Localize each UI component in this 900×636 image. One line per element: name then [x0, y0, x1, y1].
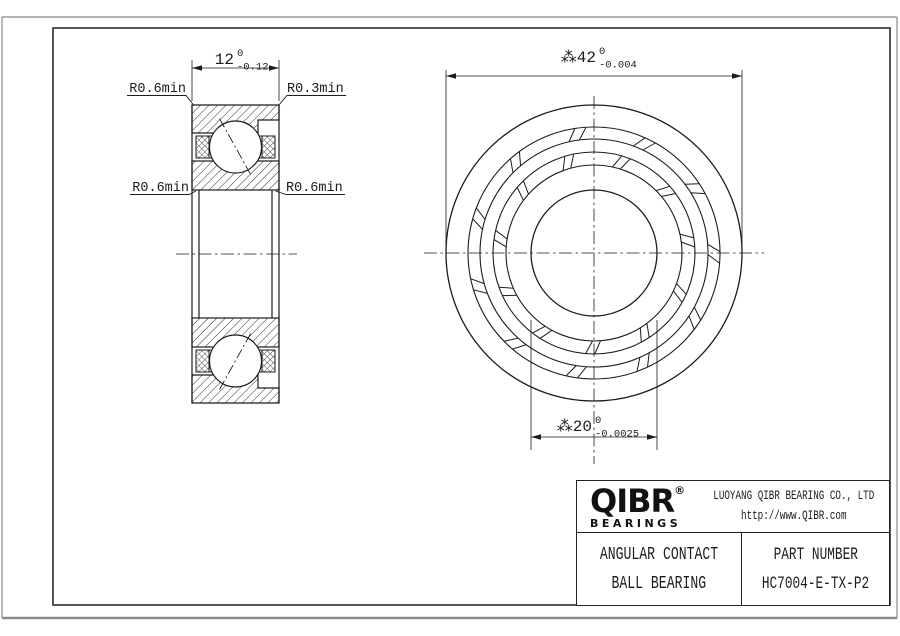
- cage-bridge-line: [647, 323, 649, 337]
- logo-subtext: BEARINGS: [590, 517, 682, 530]
- cage-bridge-line: [496, 230, 508, 239]
- cage-bridge-line: [504, 338, 518, 341]
- title-block-header-row: [577, 481, 889, 533]
- cage-bridge-line: [586, 341, 593, 354]
- arrowhead: [446, 73, 456, 79]
- cage-bridge-line: [691, 193, 705, 194]
- cage-bridge-line: [563, 156, 565, 170]
- cage-bridge-line: [517, 187, 523, 200]
- width-dimension: [192, 48, 279, 101]
- cage-bridge-line: [708, 244, 720, 251]
- cage-bridge-line: [566, 366, 576, 376]
- cage-bridge-line: [637, 357, 640, 371]
- cage-bridge-line: [577, 367, 586, 378]
- cage-bridge-line: [499, 287, 513, 288]
- od-dim-tol-lower: -0.004: [599, 59, 637, 72]
- cage-bridge-line: [494, 239, 506, 247]
- cage-bridge-line: [648, 353, 650, 367]
- logo-text: QIBR: [590, 482, 675, 520]
- width-dim-value: 12: [214, 51, 234, 69]
- arrowhead: [732, 73, 742, 79]
- radius-label-mid-right: R0.6min: [286, 181, 343, 196]
- bore-dim-tol-upper: 0: [595, 415, 602, 427]
- arrowhead: [647, 434, 657, 440]
- cage-bridge-line: [471, 279, 485, 284]
- product-description: [577, 533, 742, 606]
- product-line2: BALL BEARING: [611, 574, 707, 594]
- width-dim-tol-lower: -0.12: [237, 61, 269, 74]
- cage-bridge-line: [689, 316, 694, 329]
- cage-bridge-line: [579, 127, 586, 140]
- cage-bridge-line: [673, 291, 682, 303]
- cage-bridge-line: [473, 219, 483, 230]
- arrowhead: [192, 65, 202, 71]
- cage-bridge-line: [656, 186, 670, 190]
- cage-bridge-line: [633, 138, 645, 146]
- cage-bridge-line: [571, 154, 574, 168]
- cage-bridge-line: [513, 345, 527, 350]
- od-dim-value: ⁂42: [560, 49, 596, 67]
- cage-bridge-line: [476, 208, 485, 220]
- title-block-body-row: [577, 533, 889, 606]
- radius-label-top-right: R0.3min: [287, 82, 344, 97]
- arrowhead: [531, 434, 541, 440]
- section-view: [127, 48, 346, 403]
- cage-bridge-line: [640, 328, 641, 342]
- cage-bridge-line: [694, 307, 700, 320]
- part-number-cell: [742, 533, 889, 606]
- cage-bridge-line: [569, 129, 575, 142]
- bore-dim-value: ⁂20: [556, 418, 592, 436]
- cage-bridge-line: [540, 330, 552, 338]
- front-view: [424, 46, 764, 464]
- cage-bridge-line: [523, 181, 528, 195]
- part-number-value: HC7004-E-TX-P2: [761, 574, 870, 594]
- cage-bridge-line: [595, 341, 601, 354]
- registered-trademark-icon: ®: [674, 484, 686, 497]
- cage-bridge-line: [511, 159, 514, 173]
- cage-bridge-line: [474, 290, 488, 294]
- cage-bridge-line: [620, 159, 630, 169]
- radius-label-top-left: R0.6min: [129, 82, 186, 97]
- cage-bridge-line: [680, 234, 694, 238]
- arrowhead: [269, 65, 279, 71]
- bore-dim-tol-lower: -0.0025: [595, 428, 640, 441]
- title-block: [576, 480, 890, 606]
- width-dim-tol-upper: 0: [237, 48, 244, 60]
- company-website: http://www.QIBR.com: [741, 508, 847, 523]
- company-logo: [577, 484, 685, 529]
- cage-bridge-line: [533, 326, 546, 333]
- company-name: LUOYANG QIBR BEARING CO., LTD: [713, 489, 875, 504]
- product-line1: ANGULAR CONTACT: [599, 545, 719, 565]
- part-number-label: PART NUMBER: [773, 545, 858, 565]
- cage-bridge-line: [662, 194, 676, 197]
- cage-bridge-line: [677, 284, 687, 295]
- radius-label-mid-left: R0.6min: [132, 181, 189, 196]
- company-info: [685, 487, 900, 526]
- cage-bridge-line: [681, 242, 695, 247]
- cage-bridge-line: [613, 156, 622, 167]
- od-dim-tol-upper: 0: [599, 46, 606, 58]
- cage-bridge-line: [643, 143, 656, 150]
- cage-bridge-line: [708, 255, 720, 264]
- cage-bridge-line: [519, 152, 520, 166]
